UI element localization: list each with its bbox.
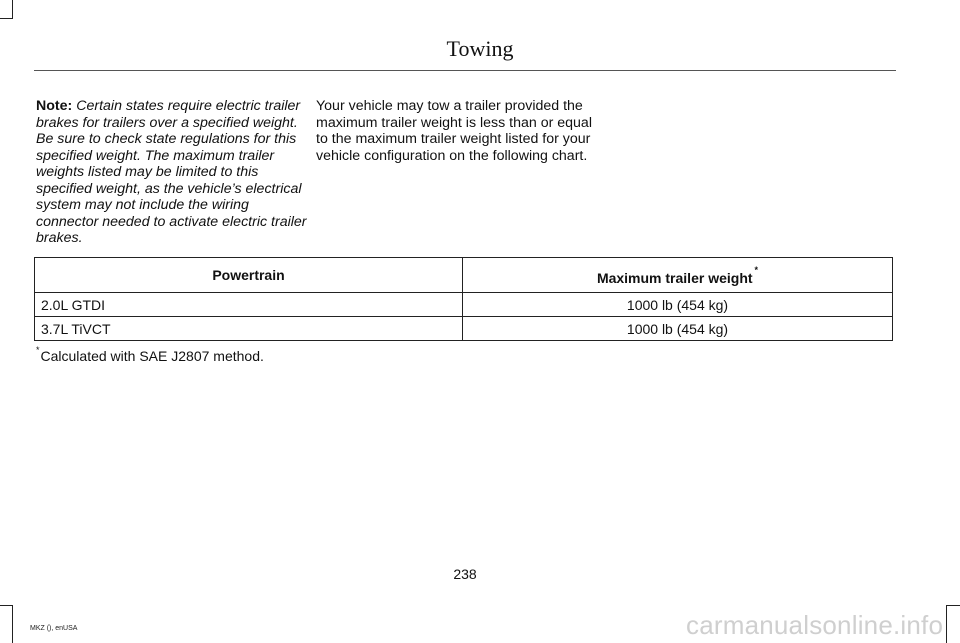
footnote bbox=[36, 345, 264, 364]
table-header-row bbox=[35, 258, 893, 293]
page-title: Towing bbox=[446, 36, 514, 61]
header-powertrain: Powertrain bbox=[35, 258, 463, 293]
model-code: MKZ (), enUSA bbox=[30, 625, 78, 632]
crop-mark-bottom-right-vertical bbox=[946, 605, 947, 643]
note-paragraph bbox=[36, 98, 308, 247]
table-row bbox=[35, 317, 893, 341]
footnote-marker: * bbox=[36, 345, 40, 355]
table-row bbox=[35, 293, 893, 317]
note-text: Certain states require electric trailer brakes for trailers over a specified weight. Be sure to check state regulations for this specified weight. The maximum trailer weights listed may be limited to this specified weight, as the vehicle’s electrical system may not include the wiring connector needed to activate electric trailer brakes. bbox=[36, 98, 307, 246]
powertrain-cell: 3.7L TiVCT bbox=[35, 317, 463, 341]
trailer-weight-table bbox=[34, 257, 893, 341]
crop-mark-top-left-horizontal bbox=[0, 18, 13, 19]
crop-mark-bottom-left-vertical bbox=[12, 605, 13, 643]
watermark: carmanualsonline.info bbox=[686, 610, 944, 640]
powertrain-cell: 2.0L GTDI bbox=[35, 293, 463, 317]
header-max-trailer-weight-label: Maximum trailer weight bbox=[596, 269, 753, 286]
note-label: Note: bbox=[36, 98, 73, 114]
header-max-trailer-weight bbox=[463, 258, 893, 293]
page-number: 238 bbox=[453, 566, 477, 582]
header-divider bbox=[34, 70, 896, 71]
footnote-text: Calculated with SAE J2807 method. bbox=[40, 348, 264, 364]
crop-mark-bottom-left-horizontal bbox=[0, 605, 13, 606]
weight-cell: 1000 lb (454 kg) bbox=[463, 317, 893, 341]
crop-mark-bottom-right-horizontal bbox=[946, 605, 960, 606]
body-paragraph: Your vehicle may tow a trailer provided the maximum trailer weight is less than or equal to the maximum trailer weight listed for your vehicle configuration on the following chart. bbox=[316, 98, 592, 164]
crop-mark-top-left-vertical bbox=[12, 0, 13, 18]
footnote-marker: * bbox=[754, 264, 759, 275]
weight-cell: 1000 lb (454 kg) bbox=[463, 293, 893, 317]
